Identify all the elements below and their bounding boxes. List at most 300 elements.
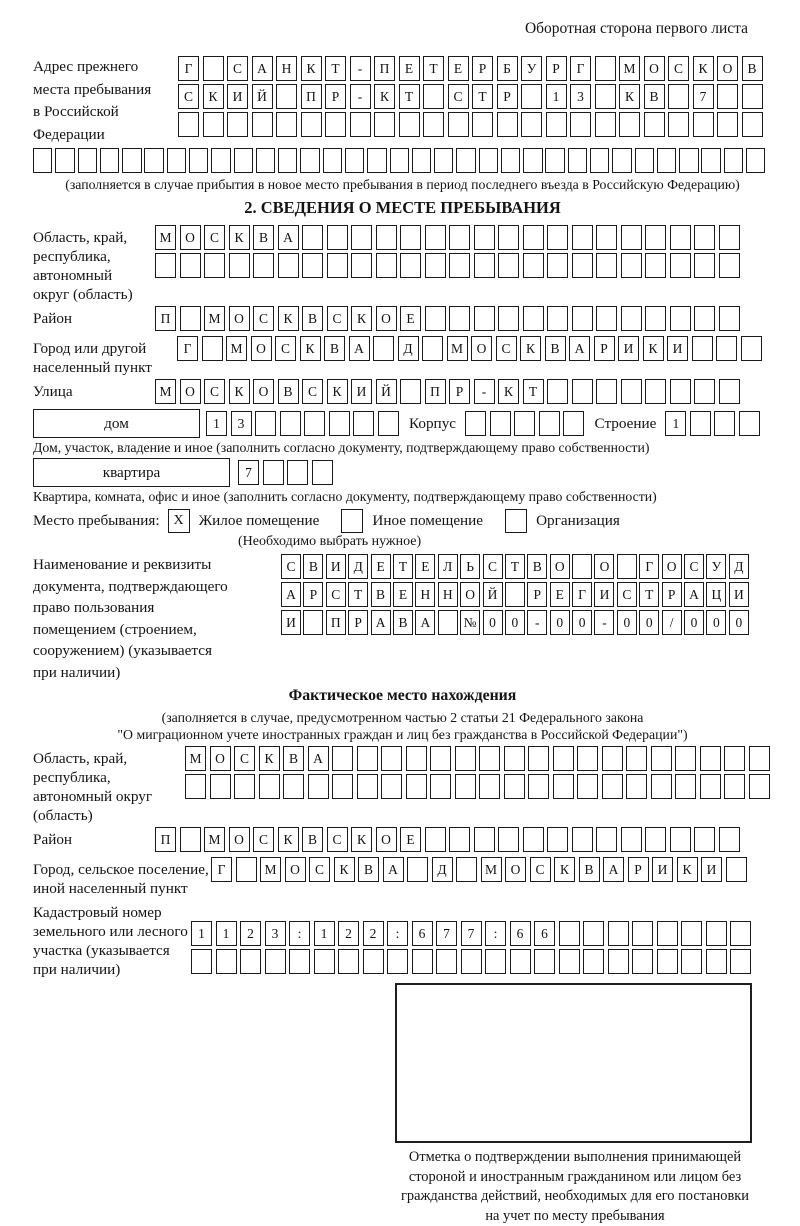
char-box[interactable]: О	[180, 379, 201, 404]
char-box[interactable]: В	[253, 225, 274, 250]
char-box[interactable]	[332, 746, 353, 771]
char-box[interactable]: Б	[497, 56, 518, 81]
char-box[interactable]	[455, 746, 476, 771]
char-box[interactable]: А	[684, 582, 704, 607]
char-box[interactable]	[570, 112, 591, 137]
char-box[interactable]: И	[326, 554, 346, 579]
char-box[interactable]	[651, 774, 672, 799]
char-box[interactable]: 1	[665, 411, 686, 436]
char-box[interactable]	[547, 253, 568, 278]
char-box[interactable]	[694, 253, 715, 278]
char-box[interactable]: В	[302, 827, 323, 852]
char-box[interactable]	[596, 253, 617, 278]
char-box[interactable]: Ь	[460, 554, 480, 579]
char-box[interactable]	[547, 827, 568, 852]
char-box[interactable]	[387, 949, 408, 974]
char-box[interactable]: В	[358, 857, 379, 882]
char-box[interactable]	[263, 460, 284, 485]
char-box[interactable]	[694, 225, 715, 250]
char-box[interactable]	[498, 225, 519, 250]
char-box[interactable]	[338, 949, 359, 974]
char-box[interactable]	[276, 112, 297, 137]
char-box[interactable]	[528, 746, 549, 771]
char-box[interactable]	[323, 148, 342, 173]
char-box[interactable]: Г	[177, 336, 198, 361]
char-box[interactable]	[608, 949, 629, 974]
char-box[interactable]: И	[667, 336, 688, 361]
char-box[interactable]	[255, 411, 276, 436]
char-box[interactable]	[234, 774, 255, 799]
char-box[interactable]: У	[706, 554, 726, 579]
char-box[interactable]	[449, 306, 470, 331]
char-box[interactable]: :	[387, 921, 408, 946]
char-box[interactable]: В	[371, 582, 391, 607]
char-box[interactable]: К	[229, 379, 250, 404]
char-box[interactable]	[746, 148, 765, 173]
char-box[interactable]: Е	[393, 582, 413, 607]
char-box[interactable]: 7	[238, 460, 259, 485]
char-box[interactable]: 0	[505, 610, 525, 635]
char-box[interactable]	[534, 949, 555, 974]
char-box[interactable]	[700, 774, 721, 799]
char-box[interactable]	[425, 306, 446, 331]
char-box[interactable]: Е	[415, 554, 435, 579]
char-box[interactable]: В	[644, 84, 665, 109]
char-box[interactable]	[430, 746, 451, 771]
char-box[interactable]: Р	[662, 582, 682, 607]
char-box[interactable]: О	[229, 306, 250, 331]
char-box[interactable]	[456, 857, 477, 882]
char-box[interactable]	[645, 379, 666, 404]
char-box[interactable]: Т	[423, 56, 444, 81]
char-box[interactable]	[546, 112, 567, 137]
char-box[interactable]	[583, 949, 604, 974]
char-box[interactable]	[719, 253, 740, 278]
char-box[interactable]: -	[474, 379, 495, 404]
char-box[interactable]	[706, 949, 727, 974]
checkbox-residential[interactable]: X	[168, 509, 190, 533]
char-box[interactable]	[229, 253, 250, 278]
char-box[interactable]	[434, 148, 453, 173]
char-box[interactable]: Н	[276, 56, 297, 81]
char-box[interactable]	[694, 827, 715, 852]
char-box[interactable]: 1	[546, 84, 567, 109]
char-box[interactable]: 6	[534, 921, 555, 946]
char-box[interactable]	[210, 774, 231, 799]
char-box[interactable]: Р	[303, 582, 323, 607]
char-box[interactable]: 6	[412, 921, 433, 946]
char-box[interactable]: С	[204, 379, 225, 404]
char-box[interactable]: О	[505, 857, 526, 882]
char-box[interactable]	[595, 84, 616, 109]
char-box[interactable]	[681, 921, 702, 946]
char-box[interactable]	[645, 253, 666, 278]
char-box[interactable]: С	[326, 582, 346, 607]
char-box[interactable]	[741, 336, 762, 361]
char-box[interactable]: Р	[628, 857, 649, 882]
char-box[interactable]	[632, 949, 653, 974]
char-box[interactable]: В	[393, 610, 413, 635]
char-box[interactable]	[479, 746, 500, 771]
char-box[interactable]: Е	[400, 306, 421, 331]
char-box[interactable]: Е	[371, 554, 391, 579]
char-box[interactable]	[730, 949, 751, 974]
char-box[interactable]: О	[471, 336, 492, 361]
char-box[interactable]	[329, 411, 350, 436]
char-box[interactable]: В	[324, 336, 345, 361]
char-box[interactable]: К	[203, 84, 224, 109]
char-box[interactable]	[670, 379, 691, 404]
char-box[interactable]: К	[693, 56, 714, 81]
char-box[interactable]: И	[729, 582, 749, 607]
char-box[interactable]: П	[326, 610, 346, 635]
char-box[interactable]: С	[448, 84, 469, 109]
char-box[interactable]	[390, 148, 409, 173]
char-box[interactable]	[572, 827, 593, 852]
char-box[interactable]	[448, 112, 469, 137]
char-box[interactable]	[595, 112, 616, 137]
char-box[interactable]: О	[376, 306, 397, 331]
char-box[interactable]	[406, 774, 427, 799]
char-box[interactable]	[739, 411, 760, 436]
char-box[interactable]	[155, 253, 176, 278]
char-box[interactable]: К	[300, 336, 321, 361]
char-box[interactable]: О	[644, 56, 665, 81]
char-box[interactable]	[621, 379, 642, 404]
char-box[interactable]: Ц	[706, 582, 726, 607]
char-box[interactable]: С	[253, 306, 274, 331]
char-box[interactable]	[724, 148, 743, 173]
char-box[interactable]: К	[278, 306, 299, 331]
char-box[interactable]	[33, 148, 52, 173]
char-box[interactable]	[400, 379, 421, 404]
char-box[interactable]	[302, 253, 323, 278]
char-box[interactable]: О	[253, 379, 274, 404]
char-box[interactable]: В	[545, 336, 566, 361]
char-box[interactable]: 7	[436, 921, 457, 946]
char-box[interactable]: А	[415, 610, 435, 635]
char-box[interactable]	[180, 306, 201, 331]
char-box[interactable]: 1	[206, 411, 227, 436]
char-box[interactable]	[730, 921, 751, 946]
char-box[interactable]	[621, 827, 642, 852]
char-box[interactable]	[498, 827, 519, 852]
char-box[interactable]: Т	[393, 554, 413, 579]
char-box[interactable]	[367, 148, 386, 173]
char-box[interactable]: О	[460, 582, 480, 607]
char-box[interactable]: М	[226, 336, 247, 361]
char-box[interactable]	[278, 253, 299, 278]
char-box[interactable]: К	[643, 336, 664, 361]
char-box[interactable]: Й	[483, 582, 503, 607]
char-box[interactable]: П	[301, 84, 322, 109]
char-box[interactable]	[572, 225, 593, 250]
char-box[interactable]	[719, 379, 740, 404]
char-box[interactable]: Р	[348, 610, 368, 635]
char-box[interactable]	[351, 253, 372, 278]
char-box[interactable]: Т	[505, 554, 525, 579]
char-box[interactable]	[528, 774, 549, 799]
char-box[interactable]	[332, 774, 353, 799]
char-box[interactable]	[675, 746, 696, 771]
char-box[interactable]	[645, 225, 666, 250]
char-box[interactable]	[412, 949, 433, 974]
char-box[interactable]: Т	[639, 582, 659, 607]
char-box[interactable]	[308, 774, 329, 799]
char-box[interactable]	[167, 148, 186, 173]
char-box[interactable]: С	[530, 857, 551, 882]
char-box[interactable]	[216, 949, 237, 974]
char-box[interactable]: 0	[729, 610, 749, 635]
char-box[interactable]	[180, 253, 201, 278]
char-box[interactable]	[706, 921, 727, 946]
char-box[interactable]	[122, 148, 141, 173]
char-box[interactable]	[203, 112, 224, 137]
char-box[interactable]	[479, 148, 498, 173]
char-box[interactable]	[259, 774, 280, 799]
char-box[interactable]: С	[302, 379, 323, 404]
char-box[interactable]: О	[285, 857, 306, 882]
char-box[interactable]: О	[251, 336, 272, 361]
char-box[interactable]: 3	[265, 921, 286, 946]
char-box[interactable]: С	[204, 225, 225, 250]
char-box[interactable]	[202, 336, 223, 361]
char-box[interactable]	[559, 921, 580, 946]
char-box[interactable]: Р	[449, 379, 470, 404]
char-box[interactable]: 6	[510, 921, 531, 946]
char-box[interactable]	[690, 411, 711, 436]
char-box[interactable]	[719, 306, 740, 331]
char-box[interactable]: Р	[546, 56, 567, 81]
char-box[interactable]: А	[252, 56, 273, 81]
char-box[interactable]: С	[281, 554, 301, 579]
char-box[interactable]: К	[278, 827, 299, 852]
char-box[interactable]: С	[178, 84, 199, 109]
char-box[interactable]	[608, 921, 629, 946]
char-box[interactable]: М	[204, 827, 225, 852]
char-box[interactable]: А	[349, 336, 370, 361]
char-box[interactable]	[595, 56, 616, 81]
char-box[interactable]	[400, 225, 421, 250]
char-box[interactable]	[180, 827, 201, 852]
char-box[interactable]	[521, 112, 542, 137]
char-box[interactable]: К	[520, 336, 541, 361]
char-box[interactable]	[657, 949, 678, 974]
char-box[interactable]	[670, 253, 691, 278]
char-box[interactable]: Т	[399, 84, 420, 109]
char-box[interactable]	[644, 112, 665, 137]
char-box[interactable]: О	[717, 56, 738, 81]
char-box[interactable]	[312, 460, 333, 485]
char-box[interactable]: А	[308, 746, 329, 771]
char-box[interactable]: С	[234, 746, 255, 771]
char-box[interactable]: К	[619, 84, 640, 109]
char-box[interactable]: Г	[570, 56, 591, 81]
char-box[interactable]	[694, 379, 715, 404]
char-box[interactable]	[596, 225, 617, 250]
char-box[interactable]: К	[677, 857, 698, 882]
char-box[interactable]	[572, 306, 593, 331]
char-box[interactable]: К	[498, 379, 519, 404]
char-box[interactable]	[399, 112, 420, 137]
char-box[interactable]	[670, 225, 691, 250]
char-box[interactable]	[449, 253, 470, 278]
char-box[interactable]	[523, 827, 544, 852]
char-box[interactable]: И	[281, 610, 301, 635]
char-box[interactable]: Д	[348, 554, 368, 579]
char-box[interactable]	[327, 225, 348, 250]
char-box[interactable]	[479, 774, 500, 799]
char-box[interactable]: К	[327, 379, 348, 404]
char-box[interactable]	[577, 774, 598, 799]
char-box[interactable]	[521, 84, 542, 109]
char-box[interactable]: И	[227, 84, 248, 109]
char-box[interactable]	[412, 148, 431, 173]
char-box[interactable]: М	[155, 379, 176, 404]
char-box[interactable]: 2	[338, 921, 359, 946]
char-box[interactable]: А	[278, 225, 299, 250]
char-box[interactable]: И	[351, 379, 372, 404]
char-box[interactable]: С	[483, 554, 503, 579]
char-box[interactable]	[406, 746, 427, 771]
char-box[interactable]: К	[259, 746, 280, 771]
char-box[interactable]: С	[253, 827, 274, 852]
char-box[interactable]: Е	[448, 56, 469, 81]
char-box[interactable]: Р	[497, 84, 518, 109]
char-box[interactable]: О	[210, 746, 231, 771]
char-box[interactable]	[602, 774, 623, 799]
char-box[interactable]: 2	[240, 921, 261, 946]
char-box[interactable]	[472, 112, 493, 137]
char-box[interactable]	[681, 949, 702, 974]
char-box[interactable]	[490, 411, 511, 436]
char-box[interactable]	[280, 411, 301, 436]
char-box[interactable]	[353, 411, 374, 436]
char-box[interactable]: Й	[376, 379, 397, 404]
char-box[interactable]	[717, 112, 738, 137]
char-box[interactable]	[612, 148, 631, 173]
char-box[interactable]: И	[594, 582, 614, 607]
char-box[interactable]: 2	[363, 921, 384, 946]
char-box[interactable]	[693, 112, 714, 137]
char-box[interactable]: К	[334, 857, 355, 882]
char-box[interactable]: Р	[325, 84, 346, 109]
char-box[interactable]	[619, 112, 640, 137]
char-box[interactable]: А	[371, 610, 391, 635]
char-box[interactable]	[523, 306, 544, 331]
char-box[interactable]	[692, 336, 713, 361]
char-box[interactable]: В	[742, 56, 763, 81]
char-box[interactable]: -	[350, 56, 371, 81]
char-box[interactable]	[100, 148, 119, 173]
char-box[interactable]: С	[496, 336, 517, 361]
char-box[interactable]	[425, 225, 446, 250]
char-box[interactable]	[635, 148, 654, 173]
char-box[interactable]: :	[485, 921, 506, 946]
char-box[interactable]	[675, 774, 696, 799]
char-box[interactable]	[350, 112, 371, 137]
char-box[interactable]: Г	[178, 56, 199, 81]
char-box[interactable]: /	[662, 610, 682, 635]
char-box[interactable]	[438, 610, 458, 635]
char-box[interactable]	[378, 411, 399, 436]
char-box[interactable]	[749, 746, 770, 771]
char-box[interactable]	[590, 148, 609, 173]
char-box[interactable]	[553, 746, 574, 771]
char-box[interactable]: Е	[399, 56, 420, 81]
char-box[interactable]	[327, 253, 348, 278]
char-box[interactable]	[189, 148, 208, 173]
char-box[interactable]	[461, 949, 482, 974]
char-box[interactable]	[510, 949, 531, 974]
char-box[interactable]: В	[527, 554, 547, 579]
char-box[interactable]	[645, 306, 666, 331]
char-box[interactable]: С	[275, 336, 296, 361]
char-box[interactable]	[514, 411, 535, 436]
char-box[interactable]	[240, 949, 261, 974]
char-box[interactable]	[265, 949, 286, 974]
char-box[interactable]: Р	[594, 336, 615, 361]
char-box[interactable]: П	[155, 306, 176, 331]
char-box[interactable]: К	[351, 306, 372, 331]
char-box[interactable]: Н	[438, 582, 458, 607]
char-box[interactable]	[626, 746, 647, 771]
char-box[interactable]	[253, 253, 274, 278]
char-box[interactable]	[621, 253, 642, 278]
char-box[interactable]	[505, 582, 525, 607]
char-box[interactable]	[596, 379, 617, 404]
char-box[interactable]	[724, 746, 745, 771]
char-box[interactable]: 0	[617, 610, 637, 635]
char-box[interactable]: :	[289, 921, 310, 946]
char-box[interactable]	[714, 411, 735, 436]
char-box[interactable]: Г	[639, 554, 659, 579]
char-box[interactable]	[523, 253, 544, 278]
char-box[interactable]	[497, 112, 518, 137]
char-box[interactable]	[303, 610, 323, 635]
char-box[interactable]: 1	[191, 921, 212, 946]
char-box[interactable]: Д	[432, 857, 453, 882]
char-box[interactable]	[742, 112, 763, 137]
char-box[interactable]	[376, 253, 397, 278]
char-box[interactable]: Д	[729, 554, 749, 579]
char-box[interactable]	[144, 148, 163, 173]
char-box[interactable]: Г	[572, 582, 592, 607]
char-box[interactable]: 7	[461, 921, 482, 946]
char-box[interactable]	[236, 857, 257, 882]
char-box[interactable]	[694, 306, 715, 331]
char-box[interactable]	[719, 827, 740, 852]
char-box[interactable]: С	[617, 582, 637, 607]
char-box[interactable]	[376, 225, 397, 250]
char-box[interactable]	[204, 253, 225, 278]
char-box[interactable]	[474, 253, 495, 278]
char-box[interactable]	[572, 253, 593, 278]
char-box[interactable]	[523, 148, 542, 173]
char-box[interactable]: 3	[570, 84, 591, 109]
char-box[interactable]	[55, 148, 74, 173]
char-box[interactable]: С	[684, 554, 704, 579]
char-box[interactable]	[553, 774, 574, 799]
char-box[interactable]: 3	[231, 411, 252, 436]
char-box[interactable]: С	[327, 306, 348, 331]
char-box[interactable]: Н	[415, 582, 435, 607]
char-box[interactable]	[577, 746, 598, 771]
char-box[interactable]	[422, 336, 443, 361]
char-box[interactable]	[547, 379, 568, 404]
char-box[interactable]	[185, 774, 206, 799]
char-box[interactable]	[474, 225, 495, 250]
